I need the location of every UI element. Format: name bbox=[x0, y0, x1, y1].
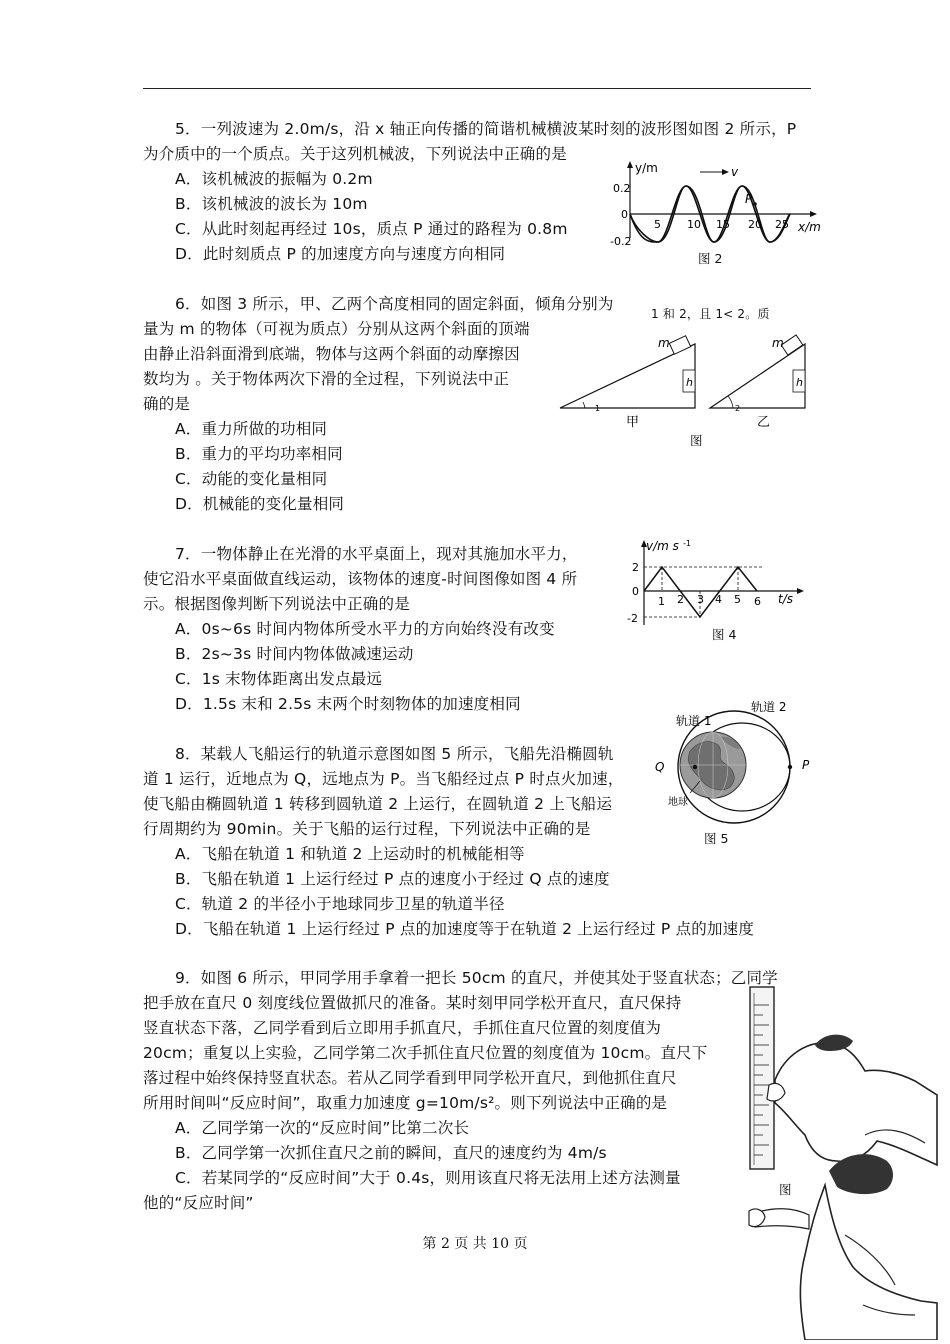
wave-xtick-5: 5 bbox=[654, 218, 661, 231]
orbit-earth-label: 地球 bbox=[668, 797, 688, 808]
q9-option-b: B．乙同学第一次抓住直尺之前的瞬间，直尺的速度约为 4m/s bbox=[175, 1144, 607, 1162]
orbit-caption: 图 5 bbox=[704, 831, 729, 846]
wave-ytick-zero: 0 bbox=[621, 208, 628, 221]
vt-x-label: t/s bbox=[778, 592, 793, 606]
q9-option-c: C．若某同学的“反应时间”大于 0.4s，则用该直尺将无法用上述方法测量 bbox=[175, 1169, 681, 1187]
q6-option-c: C．动能的变化量相同 bbox=[175, 470, 328, 488]
q7-line3: 示。根据图像判断下列说法中正确的是 bbox=[143, 595, 410, 613]
vt-xtick-1: 1 bbox=[658, 595, 665, 608]
q6-line1: 6．如图 3 所示，甲、乙两个高度相同的固定斜面，倾角分别为 bbox=[175, 295, 614, 313]
q5-option-c: C．从此时刻起再经过 10s，质点 P 通过的路程为 0.8m bbox=[175, 220, 568, 238]
vt-xtick-2: 2 bbox=[677, 593, 684, 606]
ruler-caption: 图 bbox=[779, 1182, 792, 1197]
q6-line4: 数均为 。关于物体两次下滑的全过程，下列说法中正 bbox=[143, 370, 510, 388]
wave-p-label: P bbox=[745, 192, 753, 206]
vt-ytick-2: 2 bbox=[632, 561, 639, 574]
wave-xtick-10: 10 bbox=[687, 218, 701, 231]
wave-xtick-25: 25 bbox=[775, 218, 789, 231]
q6-option-d: D．机械能的变化量相同 bbox=[175, 495, 345, 513]
q8-option-b: B．飞船在轨道 1 上运行经过 P 点的速度小于经过 Q 点的速度 bbox=[175, 870, 610, 888]
wave-ytick-top: 0.2 bbox=[613, 182, 631, 195]
incline-left-mass: m bbox=[658, 336, 670, 350]
q7-option-d: D．1.5s 末和 2.5s 末两个时刻物体的加速度相同 bbox=[175, 695, 521, 713]
page-footer: 第 2 页 共 10 页 bbox=[422, 1236, 528, 1252]
q5-option-b: B．该机械波的波长为 10m bbox=[175, 195, 368, 213]
vt-xtick-3: 3 bbox=[697, 593, 704, 606]
q7-option-c: C．1s 末物体距离出发点最远 bbox=[175, 670, 383, 688]
q9-option-a: A．乙同学第一次的“反应时间”比第二次长 bbox=[175, 1119, 470, 1137]
q7-line2: 使它沿水平桌面做直线运动，该物体的速度-时间图像如图 4 所 bbox=[143, 570, 578, 588]
wave-x-label: x/m bbox=[798, 220, 821, 234]
incline-right-name: 乙 bbox=[757, 415, 771, 430]
vt-ytick-neg2: -2 bbox=[627, 612, 638, 625]
q9-line2: 把手放在直尺 0 刻度线位置做抓尺的准备。某时刻甲同学松开直尺，直尺保持 bbox=[143, 994, 682, 1012]
wave-v-label: v bbox=[731, 165, 739, 179]
q6-line2: 量为 m 的物体（可视为质点）分别从这两个斜面的顶端 bbox=[143, 320, 530, 338]
q6-line1-tail: 1 和 2，且 1< 2。质 bbox=[651, 307, 770, 321]
q6-line3: 由静止沿斜面滑到底端，物体与这两个斜面的动摩擦因 bbox=[143, 345, 520, 363]
q7-line1: 7．一物体静止在光滑的水平桌面上，现对其施加水平力， bbox=[175, 545, 578, 563]
q8-option-d: D．飞船在轨道 1 上运行经过 P 点的加速度等于在轨道 2 上运行经过 P 点的加速度 bbox=[175, 920, 755, 938]
q8-option-c: C．轨道 2 的半径小于地球同步卫星的轨道半径 bbox=[175, 895, 505, 913]
incline-caption: 图 bbox=[690, 433, 703, 448]
incline-right-angle: 2 bbox=[735, 404, 741, 413]
q8-line2: 道 1 运行，近地点为 Q，远地点为 P。当飞船经过点 P 时点火加速， bbox=[143, 770, 624, 788]
incline-left-height: h bbox=[686, 376, 693, 389]
incline-left-angle: 1 bbox=[595, 404, 601, 413]
orbit-p-label: P bbox=[802, 758, 810, 772]
q6-option-a: A．重力所做的功相同 bbox=[175, 420, 328, 438]
q9-line1: 9．如图 6 所示，甲同学用手拿着一把长 50cm 的直尺，并使其处于竖直状态；乙同学 bbox=[175, 969, 778, 987]
incline-left-name: 甲 bbox=[626, 415, 640, 430]
q8-line3: 使飞船由椭圆轨道 1 转移到圆轨道 2 上运行，在圆轨道 2 上飞船运 bbox=[143, 795, 613, 813]
vt-ytick-0: 0 bbox=[632, 585, 639, 598]
wave-ytick-bottom: -0.2 bbox=[610, 235, 632, 248]
orbit-q-label: Q bbox=[655, 760, 665, 774]
vt-xtick-4: 4 bbox=[715, 593, 722, 606]
vt-y-power: -1 bbox=[683, 539, 691, 548]
q8-line1: 8．某载人飞船运行的轨道示意图如图 5 所示，飞船先沿椭圆轨 bbox=[175, 745, 614, 763]
orbit-figure bbox=[638, 693, 820, 828]
wave-xtick-15: 15 bbox=[716, 218, 730, 231]
q9-line6: 所用时间叫“反应时间”，取重力加速度 g=10m/s²。则下列说法中正确的是 bbox=[143, 1094, 668, 1112]
vt-xtick-6: 6 bbox=[754, 595, 761, 608]
incline-right-height: h bbox=[796, 376, 803, 389]
q9-line-last: 他的“反应时间” bbox=[143, 1194, 254, 1212]
orbit-1-label: 轨道 1 bbox=[676, 714, 712, 728]
q7-option-b: B．2s~3s 时间内物体做减速运动 bbox=[175, 645, 414, 663]
incline-right-mass: m bbox=[772, 336, 784, 350]
q9-line5: 落过程中始终保持竖直状态。若从乙同学看到甲同学松开直尺，到他抓住直尺 bbox=[143, 1069, 677, 1087]
q6-line5: 确的是 bbox=[143, 395, 191, 413]
q8-line4: 行周期约为 90min。关于飞船的运行过程，下列说法中正确的是 bbox=[143, 820, 591, 838]
q5-line2: 为介质中的一个质点。关于这列机械波，下列说法中正确的是 bbox=[143, 145, 567, 163]
incline-figure bbox=[555, 330, 820, 450]
q5-line1: 5．一列波速为 2.0m/s，沿 x 轴正向传播的简谐机械横波某时刻的波形图如图 2 所示，P bbox=[175, 120, 797, 138]
q9-line3: 竖直状态下落，乙同学看到后立即用手抓直尺，手抓住直尺位置的刻度值为 bbox=[143, 1019, 662, 1037]
q5-option-d: D．此时刻质点 P 的加速度方向与速度方向相同 bbox=[175, 245, 506, 263]
q8-option-a: A．飞船在轨道 1 和轨道 2 上运动时的机械能相等 bbox=[175, 845, 525, 863]
header-rule bbox=[143, 88, 811, 89]
q5-option-a: A．该机械波的振幅为 0.2m bbox=[175, 170, 373, 188]
vt-xtick-5: 5 bbox=[734, 593, 741, 606]
vt-figure bbox=[622, 537, 812, 637]
vt-caption: 图 4 bbox=[712, 627, 737, 642]
wave-xtick-20: 20 bbox=[748, 218, 762, 231]
wave-y-label: y/m bbox=[635, 161, 658, 175]
q7-option-a: A．0s~6s 时间内物体所受水平力的方向始终没有改变 bbox=[175, 620, 555, 638]
vt-y-label: v/m s bbox=[646, 539, 679, 553]
ruler-illustration bbox=[745, 985, 940, 1340]
q6-option-b: B．重力的平均功率相同 bbox=[175, 445, 343, 463]
orbit-2-label: 轨道 2 bbox=[751, 700, 787, 714]
q9-line4: 20cm；重复以上实验，乙同学第二次手抓住直尺位置的刻度值为 10cm。直尺下 bbox=[143, 1044, 708, 1062]
wave-caption: 图 2 bbox=[698, 251, 723, 266]
